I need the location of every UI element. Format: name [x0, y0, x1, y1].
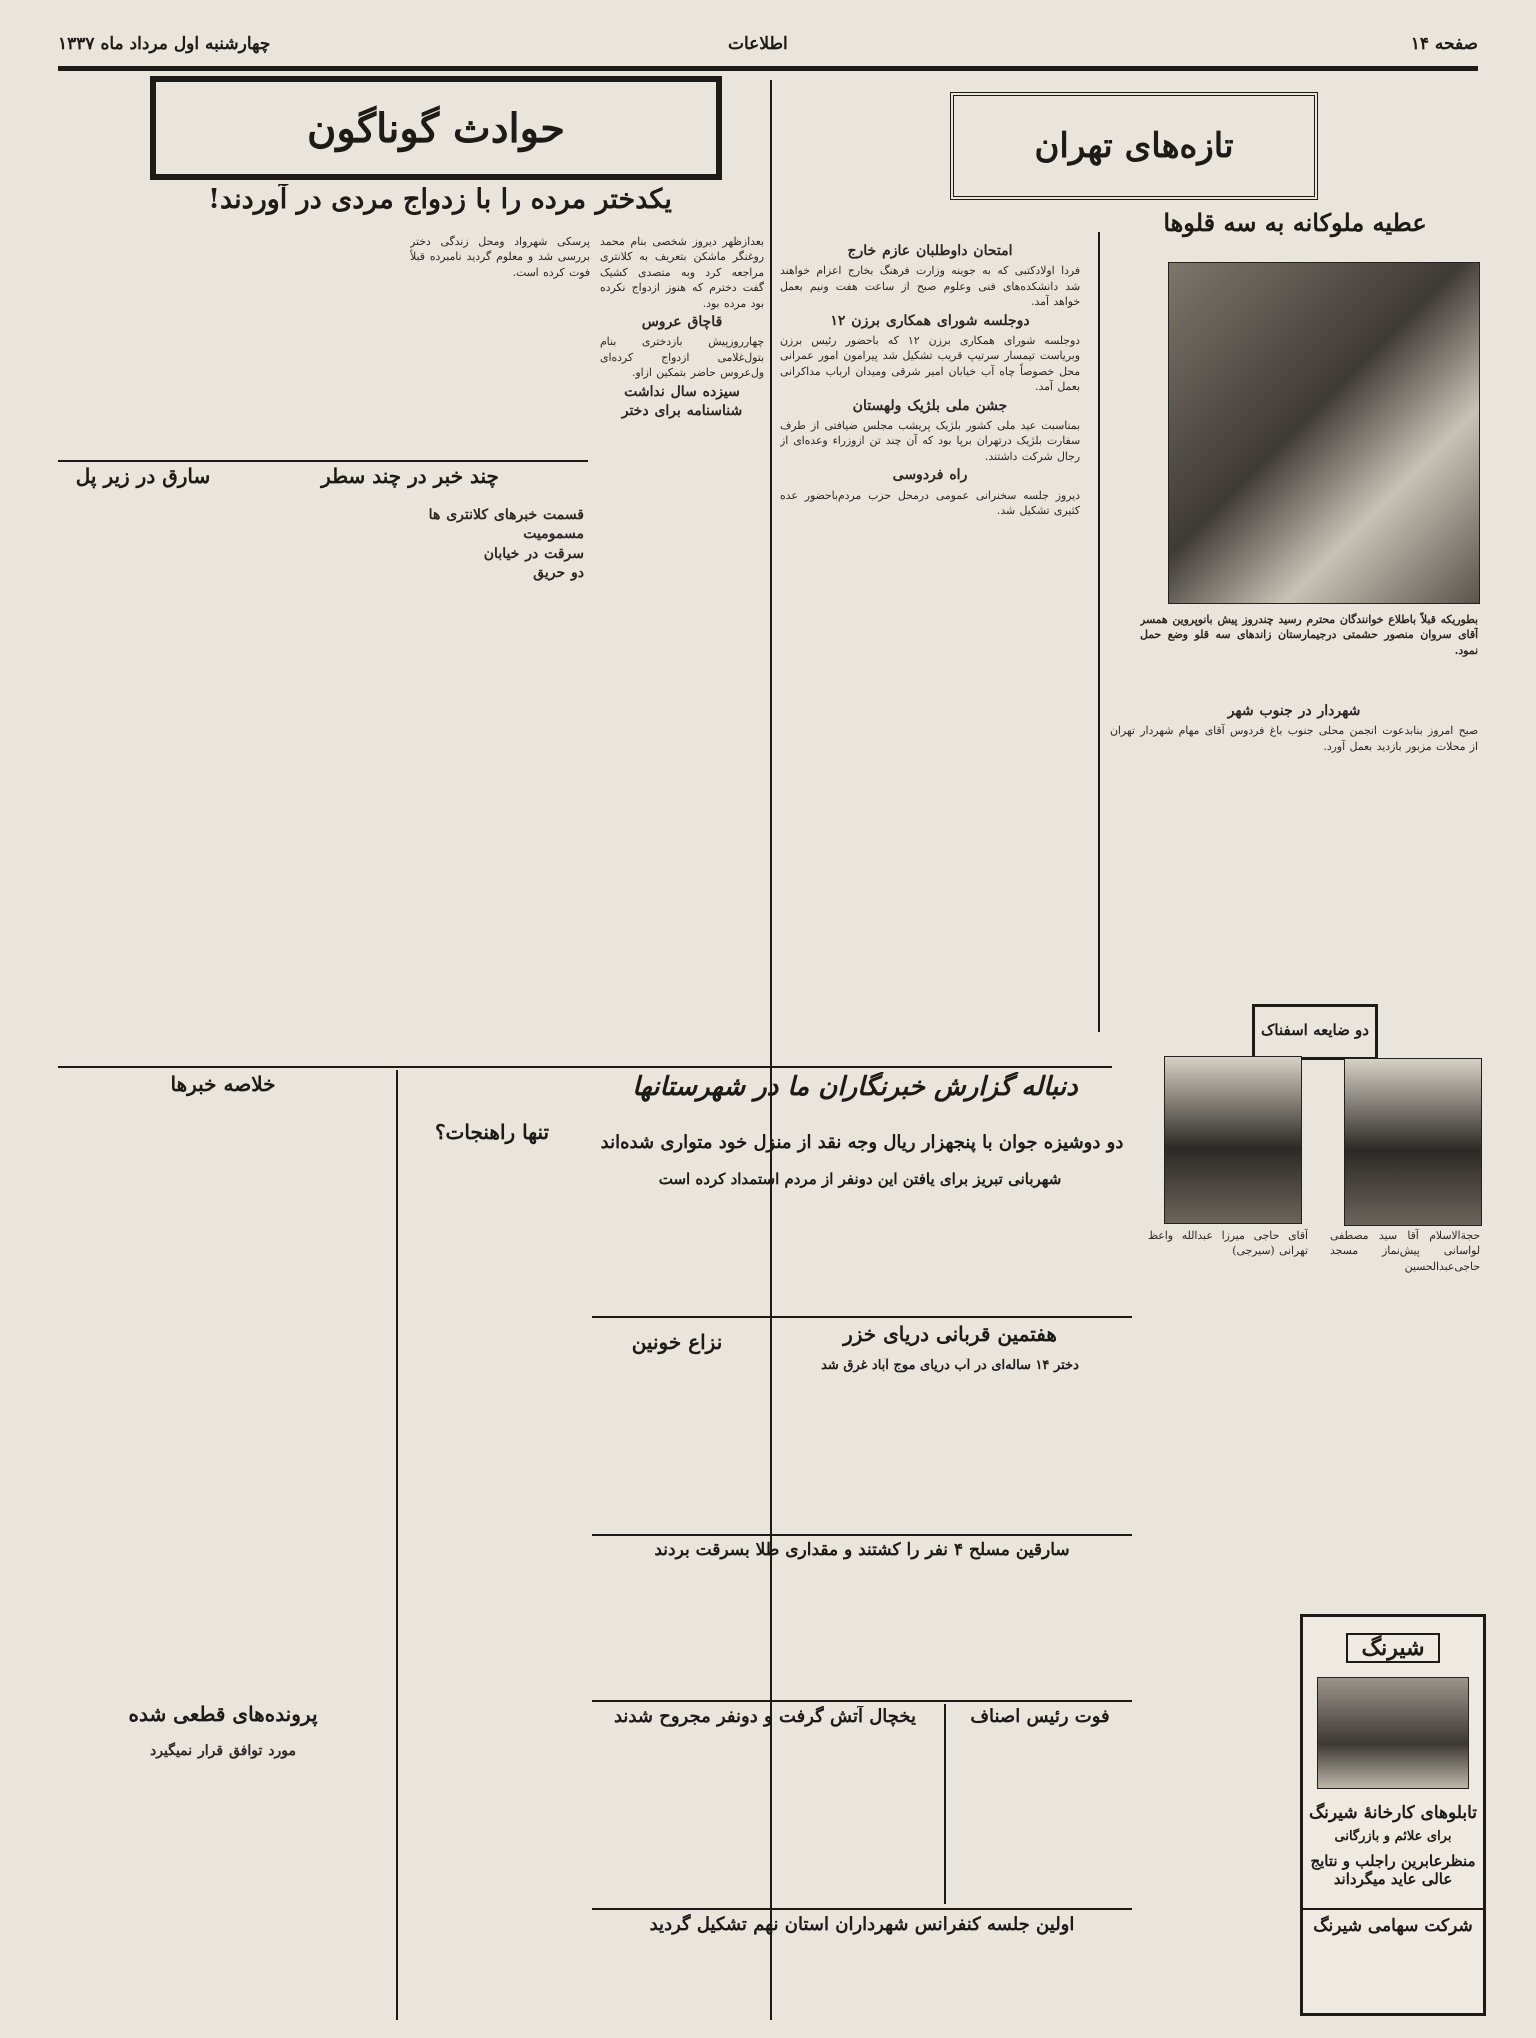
issue-date: چهارشنبه اول مرداد ماه ۱۳۳۷	[58, 34, 271, 54]
story-column-3	[236, 234, 404, 454]
fridge-fire-story	[592, 1744, 938, 1904]
guild-head-death-headline: فوت رئیس اصناف	[970, 1706, 1110, 1727]
brief-heading: شهردار در جنوب شهر	[1227, 703, 1361, 719]
triplets-headline: عطیه ملوکانه به سه قلوها	[1163, 208, 1427, 237]
shirang-advertisement	[1300, 1614, 1486, 2016]
story-subheading: سیزده سال نداشت	[624, 383, 740, 400]
portrait-photo	[1344, 1058, 1482, 1226]
portrait-caption: حجة‌الاسلام آقا سید مصطفی لواسانی پیش‌نماز مسجد حاجی‌عبدالحسین	[1330, 1229, 1480, 1273]
story-column-4	[58, 234, 228, 454]
caspian-victim-subheadline: دختر ۱۴ ساله‌ای در آب دریای موج آباد غرق شد	[821, 1358, 1079, 1373]
closed-files-story	[58, 1740, 388, 2010]
ad-company: شرکت سهامی شیرنگ	[1303, 1908, 1483, 1936]
triplets-photo	[1168, 262, 1480, 604]
tehran-news-banner: تازه‌های تهران	[950, 92, 1318, 200]
story-column-1	[600, 234, 764, 994]
ad-line: منظرعابرین راجلب و نتایج عالی عاید میگرداند	[1310, 1852, 1476, 1888]
brief-text: بمناسبت عید ملی کشور بلژیک پریشب مجلس ضیافتی از طرف سفارت بلژیک درتهران برپا بود که آن چند تن ازوزراء وعده‌ای از رجال شرکت داشتند.	[780, 419, 1080, 463]
story-subheading: مورد توافق قرار نمیگیرد	[150, 1743, 296, 1759]
news-in-lines-heading: چند خبر در چند سطر	[321, 464, 499, 488]
section-rule	[592, 1700, 1132, 1702]
guild-head-story	[950, 1744, 1130, 1904]
story-subheading: قاچاق عروس	[641, 314, 723, 331]
main-headline: یکدختر مرده را با زدواج مردی در آوردند!	[208, 184, 672, 215]
section-rule	[592, 1534, 1132, 1536]
obituary-text	[1148, 1296, 1480, 1596]
closed-files-heading: پرونده‌های قطعی شده	[128, 1702, 318, 1726]
brawl-story	[592, 1370, 762, 1530]
girls-missing-headline: دو دوشیزه جوان با پنجهزار ریال وجه نقد از منزل خود متواری شده‌اند	[600, 1132, 1124, 1153]
thief-under-bridge-heading: سارق در زیر پل	[75, 464, 211, 488]
brief-news-list	[240, 504, 584, 1044]
brief-text: دوجلسه شورای همکاری برزن ۱۲ که باحضور رئیس برزن وبرياست تیمسار سرتیپ قریب تشکیل شد پیرامون امور عمرانی محل خصوصاً چاه آب خیابان امیر شرقی ومیدان ارباب مداکرانی بعمل آمد.	[780, 334, 1080, 394]
story-text: پرسکی شهرواد ومحل زندگی دختر بررسی شد و معلوم گردید نامبرده قبلاً فوت کرده است.	[410, 235, 590, 279]
robbers-story	[592, 1578, 1132, 1698]
girls-missing-subheadline: شهربانی تبریز برای یافتن این دونفر از مردم استمداد کرده است	[658, 1170, 1062, 1188]
brief-heading: دوجلسه شورای همکاری برزن ۱۲	[830, 312, 1030, 329]
story-subheading: قسمت خبرهای کلانتری ها	[428, 507, 584, 523]
tehran-briefs-column-b	[1110, 700, 1478, 1020]
brief-text: فردا اولادکتبی که به جوینه وزارت فرهنگ بخارج اعزام خواهند شد دانشکده‌های فنی وعلوم صبح از ساعت هفت ونیم بعمل خواهد آمد.	[780, 264, 1080, 309]
bloody-brawl-headline: نزاع خونین	[631, 1330, 723, 1354]
column-rule	[944, 1704, 946, 1904]
portrait-photo	[1164, 1056, 1302, 1224]
story-text: بعدازظهر دیروز شخصی بنام محمد روغنگر ماشکن بتعریف به کلانتری مراجعه کرد وبه متصدی کشیک گفت دخترم که هنوز ازدواج نکرده بود مرده بود.	[600, 235, 764, 310]
section-rule	[592, 1066, 1112, 1068]
brief-heading: امتحان داوطلبان عازم خارج	[847, 243, 1013, 259]
girls-missing-story	[592, 1200, 1132, 1310]
only-salvation-heading: تنها راهنجات؟	[434, 1120, 550, 1144]
portrait-caption: آقای حاجی میرزا عبدالله واعظ تهرانی (سیرجی)	[1148, 1229, 1308, 1258]
section-rule	[58, 460, 588, 462]
municipal-text	[1136, 1600, 1286, 2000]
story-subheading: سرقت در خیابان	[483, 545, 584, 562]
fridge-fire-headline: یخچال آتش گرفت و دونفر مجروح شدند	[613, 1706, 917, 1727]
conference-story	[592, 1950, 1132, 2020]
newspaper-name: اطلاعات	[728, 34, 788, 54]
brief-text: دیروز جلسه سخنرانی عمومی درمحل حزب مردم‌باحضور عده کثیری تشکیل شد.	[780, 488, 1080, 518]
section-rule	[592, 1908, 1132, 1910]
bridge-story	[58, 504, 228, 1024]
mayors-conference-headline: اولین جلسه کنفرانس شهرداران استان نهم تشکیل گردید	[649, 1914, 1075, 1935]
armed-robbers-headline: سارقین مسلح ۴ نفر را کشتند و مقداری طلا بسرقت بردند	[654, 1540, 1070, 1560]
ad-line: برای علائم و بازرگانی	[1334, 1829, 1452, 1844]
column-rule	[396, 1070, 398, 2020]
triplets-caption: بطوریکه قبلاً باطلاع خوانندگان محترم رسید چندروز پیش بانوپروین همسر آقای سروان منصور حشمتی درجیمارستان زاندهای سه قلو وضع حمل نمود.	[1140, 613, 1478, 657]
page-header	[58, 26, 1478, 71]
section-rule	[592, 1316, 1132, 1318]
ad-logo: شیرنگ	[1346, 1633, 1440, 1663]
two-losses-heading: دو ضایعه اسفناک	[1252, 1004, 1378, 1060]
brief-text: صبح امروز بنابدعوت انجمن محلی جنوب باغ فردوس آقای مهام شهردار تهران از محلات مزبور بازدید بعمل آورد.	[1110, 724, 1478, 753]
summary-news-list	[58, 1110, 388, 1670]
story-subheading: دو حریق	[533, 565, 584, 582]
salvation-story	[402, 1160, 584, 2010]
ad-title: تابلوهای کارخانهٔ شیرنگ	[1308, 1803, 1478, 1823]
story-subheading: مسمومیت	[523, 526, 584, 543]
summary-news-heading: خلاصه خبرها	[170, 1072, 276, 1096]
tehran-briefs-column-a	[780, 240, 1080, 680]
story-text: چهارروزپیش بازدختری بنام بتول‌غلامی ازدواج کرده‌ای ول‌عروس حاضر بتمکین ازاو.	[600, 335, 764, 380]
caspian-story	[770, 1388, 1130, 1528]
provinces-banner: دنباله گزارش خبرنگاران ما در شهرستانها	[632, 1072, 1078, 1102]
story-subheading: شناسنامه برای دختر	[621, 403, 743, 420]
billboard-graphic	[1317, 1677, 1469, 1789]
caspian-victim-headline: هفتمین قربانی دریای خزر	[843, 1322, 1057, 1346]
story-column-2	[410, 234, 590, 454]
column-rule	[1098, 232, 1100, 1032]
brief-heading: راه فردوسی	[892, 467, 968, 484]
various-events-banner: حوادث گوناگون	[150, 76, 722, 180]
page-number: صفحه ۱۴	[1410, 34, 1478, 54]
brief-heading: جشن ملی بلژیک ولهستان	[852, 397, 1008, 414]
